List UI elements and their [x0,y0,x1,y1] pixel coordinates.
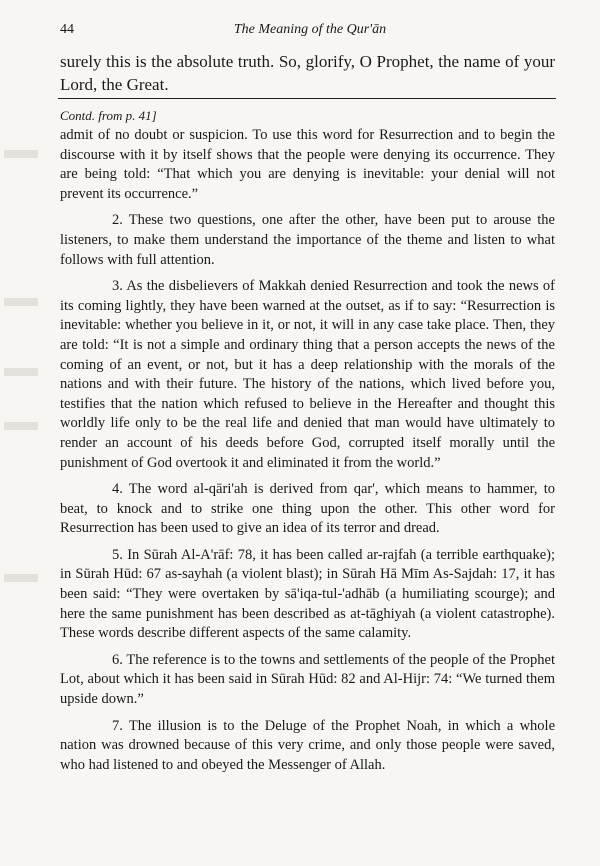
note-3: 3. As the disbelievers of Makkah denied Resurrection and took the news of its coming lightly, they have been warned at the outset, as if to say: “Resurrection is inevitable: whether you believe in it, or not, it will in any case take place. Then, they are told: “It is not a simple and ordinary thing that a person accepts the news of the coming of an event, or not, but it has a deep relationship with the morals of the nations and with their future. The history of the nations, which lived before you, testifies that the nation which refused to believe in the Hereafter and thought this worldly life only to be the real life and denied that man would have ultimately to render an account of his deeds before God, corrupted itself morally until the punishment of God overtook it and eliminated it from the world.” [60,278,555,471]
page-header [60,22,560,42]
note-2: 2. These two questions, one after the other, have been put to arouse the listeners, to make them understand the importance of the theme and listen to what follows with full attention. [60,212,555,268]
note-4: 4. The word al-qāri'ah is derived from qar', which means to hammer, to beat, to knock and to strike one thing upon the other. This other word for Resurrection has been used to give an idea of its terror and dread. [60,481,555,537]
verse-text: surely this is the absolute truth. So, glorify, O Prophet, the name of your Lord, the Great. [60,52,555,94]
bleed-through-mark [4,150,38,158]
footnote-divider [58,98,556,99]
note-7: 7. The illusion is to the Deluge of the Prophet Noah, in which a whole nation was drowned because of this very crime, and only those people were saved, who had listened to and obeyed the Messenger of Allah. [60,717,555,773]
bleed-through-mark [4,422,38,430]
bleed-through-mark [4,574,38,582]
running-title: The Meaning of the Qur'ān [233,22,387,37]
note-continuation: admit of no doubt or suspicion. To use this word for Resurrection and to begin the discourse with it by itself shows that the people were denying its occurrence. They are being told: “That which you are denying is inevitable: your denial will not prevent its occurrence.” [60,127,555,202]
footnotes [60,126,555,782]
page-number: 44 [60,22,74,37]
note-5: 5. In Sūrah Al-A'rāf: 78, it has been called ar-rajfah (a terrible earthquake); in Sūrah Hūd: 67 as-sayhah (a violent blast); in Sūrah Hā Mīm As-Sajdah: 17, it has been said: “They were overtaken by sā'iqa-tul-'adhāb (a humiliating scourge); and here the same punishment has been described as at-tāghiyah (a violent catastrophe). These words describe different aspects of the same calamity. [60,546,555,642]
note-6: 6. The reference is to the towns and settlements of the people of the Prophet Lot, about which it has been said in Sūrah Hūd: 82 and Al-Hijr: 74: “We turned them upside down.” [60,651,555,708]
continued-note: Contd. from p. 41] [60,108,157,123]
bleed-through-mark [4,298,38,306]
bleed-through-mark [4,368,38,376]
